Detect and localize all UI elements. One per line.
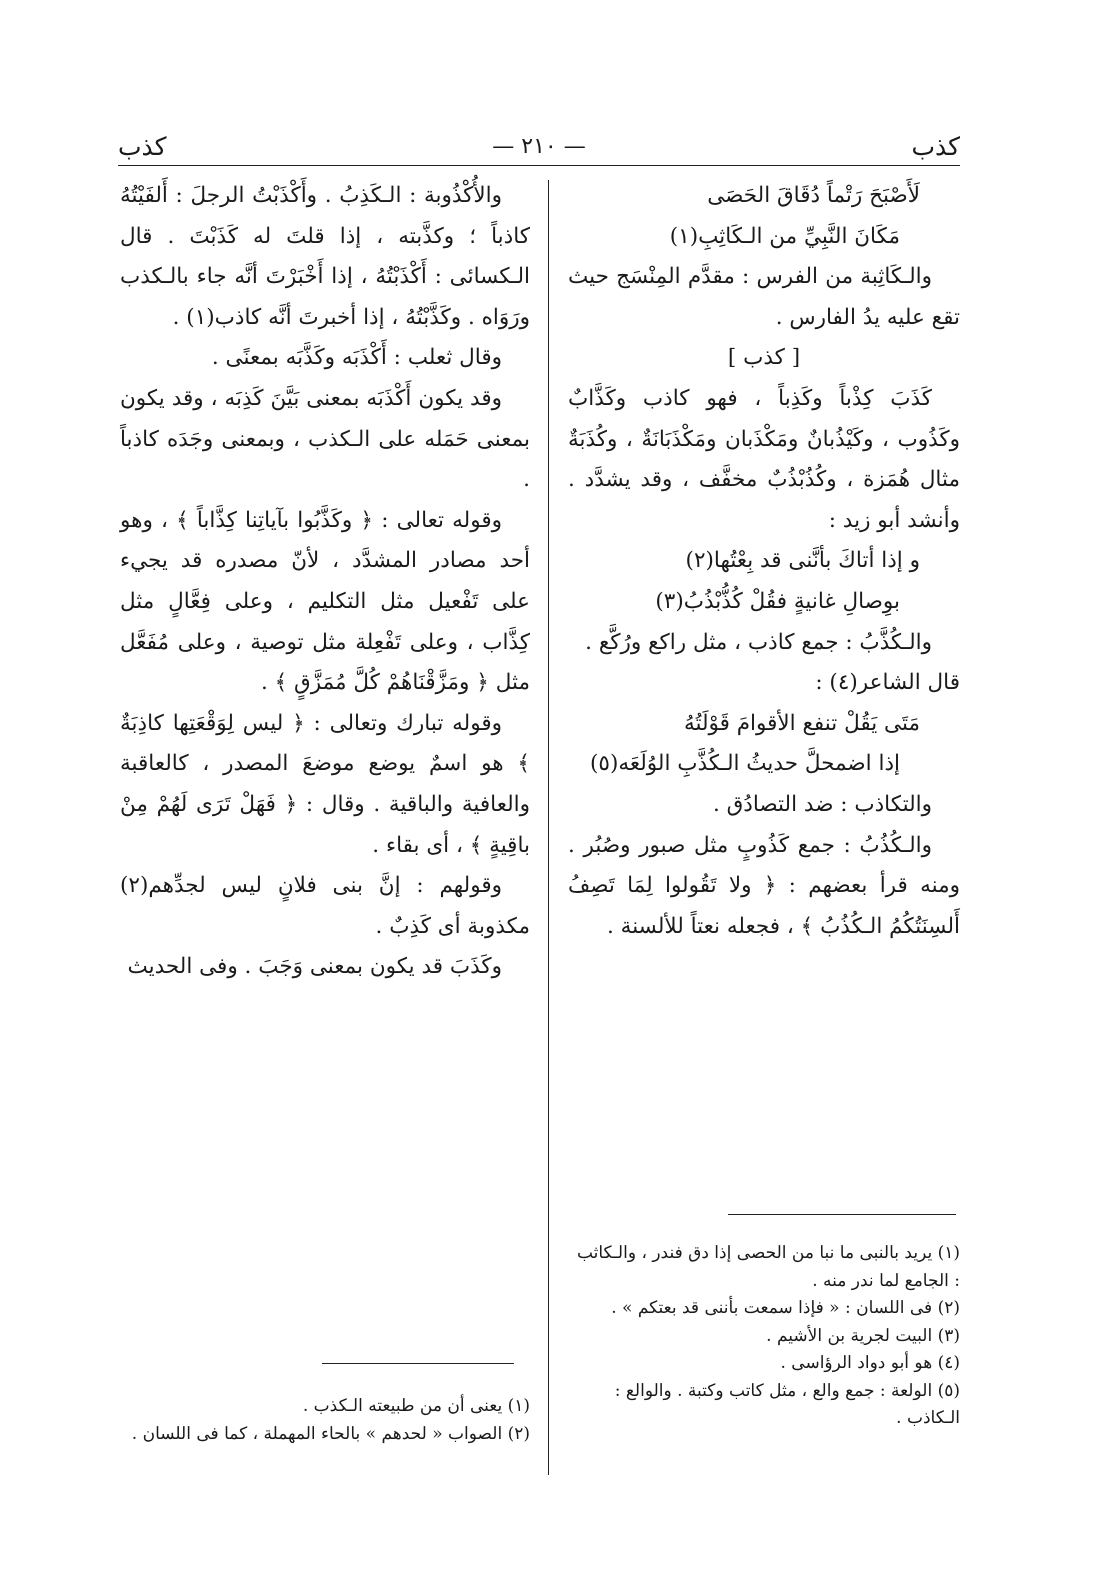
text-paragraph: [ كذب ]	[727, 345, 801, 371]
right-footnote-rule	[728, 1214, 956, 1215]
header-entry-left: كذب	[118, 131, 167, 161]
text-paragraph: قال الشاعر(٤) :	[815, 670, 960, 696]
text-paragraph: وقال ثعلب : أَكْذَبَه وكَذَّبَه بمعنًى .	[211, 345, 502, 371]
right-column	[568, 176, 960, 947]
footnote: (٣) البيت لجرية بن الأشيم .	[766, 1325, 960, 1346]
right-footnotes	[568, 1240, 960, 1433]
footnote: (٥) الولعة : جمع والع ، مثل كاتب وكتبة . والوالع : الـكاذب .	[614, 1380, 960, 1428]
page-number: — ٢١٠ —	[492, 133, 586, 159]
footnote: (٢) الصواب « لحدهم » بالحاء المهملة ، كما فى اللسان .	[131, 1423, 530, 1444]
page-header	[118, 128, 960, 164]
text-paragraph: وقد يكون أَكْذَبَه بمعنى بَيَّنَ كَذِبَه ، وقد يكون بمعنى حَمَله على الـكذب ، وبمعنى وجَدَه كاذباً .	[120, 385, 530, 493]
text-paragraph: والأُكْذُوبة : الـكَذِبُ . وأَكْذَبْتُ الرجلَ : أَلفَيْتُهُ كاذباً ؛ وكذَّبته ، إذا قلتَ له كَذَبْتَ . قال الـكسائى : أَكْذَبْتُهُ ، إذا أَخْبَرْتَ أنَّه جاء بالـكذب ورَوَاه . وكَذَّبْتُهُ ، إذا أخبرتَ أنَّه كاذب(١) .	[120, 183, 530, 330]
footnote: (٢) فى اللسان : « فإذا سمعت بأننى قد بعتكم » .	[611, 1298, 960, 1318]
verse-line: مَكَانَ النَّبِيِّ من الـكَاثِبِ(١)	[669, 223, 900, 249]
footnote: (٤) هو أبو دواد الرؤاسى .	[780, 1353, 960, 1373]
left-footnotes	[120, 1393, 530, 1448]
header-rule	[118, 165, 960, 166]
verse-line: مَتَى يَقُلْ تنفع الأقوامَ قَوْلَتُهُ	[683, 710, 920, 736]
text-paragraph: وقولهم : إنَّ بنى فلانٍ ليس لجدِّهم(٢) مكذوبة أى كَذِبٌ .	[120, 873, 530, 939]
text-paragraph: والـكَاثِبة من الفرس : مقدَّم المِنْسَج حيث تقع عليه يدُ الفارس .	[568, 264, 960, 330]
verse-line: لَأَصْبَحَ رَتْماً دُقَاقَ الحَصَى	[707, 183, 920, 208]
header-entry-right: كذب	[911, 131, 960, 161]
text-paragraph: كَذَبَ كِذْباً وكَذِباً ، فهو كاذب وكَذَّابٌ وكَذُوب ، وكَيْذُبانٌ ومَكْذَبان ومَكْذَبَانَةٌ ، وكُذَبَةٌ مثال هُمَزة ، وكُذُبْذُبٌ مخفَّف ، وقد يشدَّد . وأنشد أبو زيد :	[568, 385, 960, 533]
verse-line: إذا اضمحلَّ حديثُ الـكُذَّبِ الوُلَعَه(٥)	[590, 751, 900, 777]
text-paragraph: والتكاذب : ضد التصادُق .	[712, 791, 932, 817]
footnote: (١) يريد بالنبى ما نبا من الحصى إذا دق فندر ، والـكاثب : الجامع لما ندر منه .	[576, 1243, 960, 1291]
verse-line: و إذا أتاكَ بأنَّنى قد بِعْتُها(٢)	[685, 548, 920, 574]
left-column	[120, 176, 530, 988]
text-paragraph: والـكُذَّبُ : جمع كاذب ، مثل راكع ورُكَّع .	[585, 629, 932, 655]
column-divider	[548, 180, 549, 1475]
text-paragraph: وكَذَبَ قد يكون بمعنى وَجَبَ . وفى الحديث	[127, 954, 502, 980]
text-paragraph: وقوله تبارك وتعالى : ﴿ ليس لِوَقْعَتِها كاذِبَةٌ ﴾ هو اسمٌ يوضع موضعَ المصدر ، كالعاقبة والعافية والباقية . وقال : ﴿ فَهَلْ تَرَى لَهُمْ مِنْ باقِيةٍ ﴾ ، أى بقاء .	[120, 710, 530, 858]
footnote: (١) يعنى أن من طبيعته الـكذب .	[302, 1396, 530, 1416]
text-paragraph: وقوله تعالى : ﴿ وكَذَّبُوا بآياتِنا كِذَّاباً ﴾ ، وهو أحد مصادر المشدَّد ، لأنّ مصدره قد يجيء على تَفْعيل مثل التكليم ، وعلى فِعَّالٍ مثل كِذَّاب ، وعلى تَفْعِلة مثل توصية ، وعلى مُفَعَّل مثل ﴿ ومَزَّقْنَاهُمْ كُلَّ مُمَزَّقٍ ﴾ .	[120, 507, 530, 696]
text-paragraph: والـكُذُبُ : جمع كَذُوبٍ مثل صبور وصُبُر . ومنه قرأ بعضهم : ﴿ ولا تَقُولوا لِمَا تَصِفُ أَلسِنَتُكُمُ الـكُذُبُ ﴾ ، فجعله نعتاً للألسنة .	[568, 832, 960, 939]
verse-line: بوِصالِ غانيةٍ فقُلْ كُذُّبْذُبُ(٣)	[655, 588, 900, 614]
left-footnote-rule	[322, 1363, 514, 1364]
